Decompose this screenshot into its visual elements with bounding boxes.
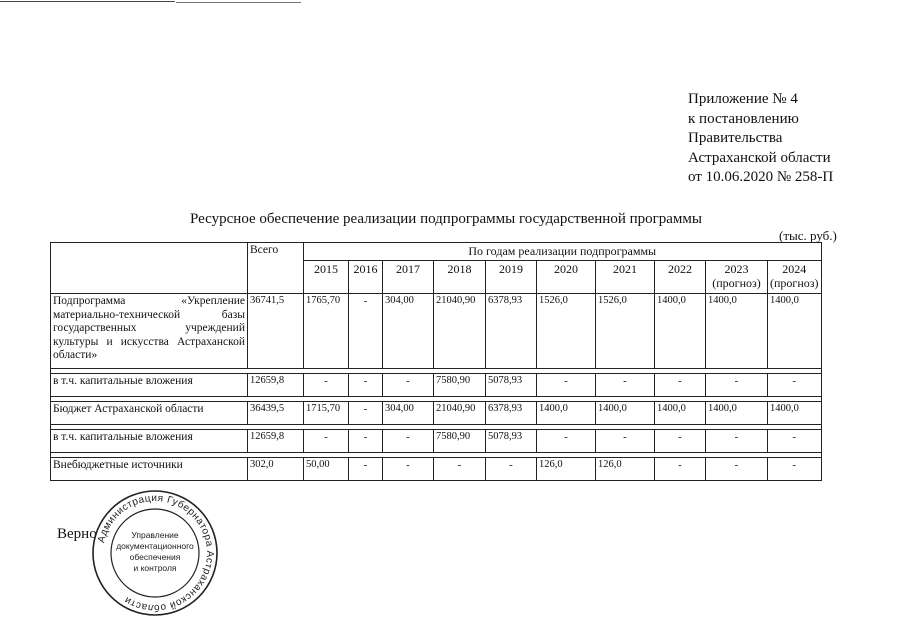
year-value-cell: - (596, 430, 655, 453)
year-value-cell: 1526,0 (596, 294, 655, 369)
year-value-cell: - (383, 374, 434, 397)
document-title: Ресурсное обеспечение реализации подпрограммы государственной программы (190, 211, 702, 227)
year-value-cell: 126,0 (596, 458, 655, 481)
year-header-cell: 2024 (прогноз) (768, 261, 822, 294)
year-value-cell: - (349, 374, 383, 397)
resource-table (50, 242, 822, 481)
year-value-cell: - (768, 458, 822, 481)
svg-text:и контроля: и контроля (133, 563, 177, 573)
year-value-cell: - (349, 430, 383, 453)
year-value-cell: - (655, 374, 706, 397)
year-value-cell: 21040,90 (434, 294, 486, 369)
appendix-line: от 10.06.2020 № 258-П (688, 169, 834, 185)
row-name-cell: в т.ч. капитальные вложения (51, 430, 248, 453)
year-value-cell: 1400,0 (768, 294, 822, 369)
appendix-block (688, 90, 833, 188)
header-years: По годам реализации подпрограммы (304, 243, 822, 261)
year-value-cell: - (706, 458, 768, 481)
year-value-cell: 1400,0 (596, 402, 655, 425)
appendix-line: Приложение № 4 (688, 91, 798, 107)
table-row (51, 458, 822, 481)
year-value-cell: 304,00 (383, 294, 434, 369)
header-total: Всего (248, 243, 304, 294)
year-value-cell: 1715,70 (304, 402, 349, 425)
year-value-cell: 1400,0 (655, 402, 706, 425)
table-row (51, 294, 822, 369)
year-value-cell: 5078,93 (486, 430, 537, 453)
year-value-cell: - (655, 458, 706, 481)
year-value-cell: 21040,90 (434, 402, 486, 425)
year-value-cell: - (349, 402, 383, 425)
row-total-cell: 36439,5 (248, 402, 304, 425)
year-value-cell: 304,00 (383, 402, 434, 425)
year-value-cell: 7580,90 (434, 374, 486, 397)
year-header-cell: 2018 (434, 261, 486, 294)
table-row (51, 402, 822, 425)
year-value-cell: - (706, 374, 768, 397)
year-value-cell: 1400,0 (537, 402, 596, 425)
year-value-cell: - (486, 458, 537, 481)
year-value-cell: - (706, 430, 768, 453)
year-value-cell: 1400,0 (768, 402, 822, 425)
year-header-cell: 2015 (304, 261, 349, 294)
year-value-cell: - (383, 458, 434, 481)
svg-text:обеспечения: обеспечения (129, 552, 181, 562)
row-name-cell: Подпрограмма «Укрепление материально-технической базы государственных учреждений культуры и искусства Астраханской области» (51, 294, 248, 369)
year-value-cell: - (655, 430, 706, 453)
year-value-cell: 6378,93 (486, 294, 537, 369)
year-value-cell: 1526,0 (537, 294, 596, 369)
row-name-cell: Внебюджетные источники (51, 458, 248, 481)
table-row (51, 374, 822, 397)
official-seal (90, 488, 220, 618)
year-value-cell: 1400,0 (655, 294, 706, 369)
year-value-cell: 1400,0 (706, 402, 768, 425)
scan-top-line (176, 2, 301, 3)
row-total-cell: 12659,8 (248, 430, 304, 453)
year-header-cell: 2020 (537, 261, 596, 294)
year-value-cell: - (768, 430, 822, 453)
year-header-cell: 2021 (596, 261, 655, 294)
year-value-cell: - (596, 374, 655, 397)
svg-text:Администрация Губернатора Астр: Администрация Губернатора Астраханской области (96, 492, 216, 614)
table-body (51, 294, 822, 481)
appendix-line: Правительства (688, 130, 783, 146)
year-header-cell: 2017 (383, 261, 434, 294)
year-header-cell: 2022 (655, 261, 706, 294)
year-value-cell: - (537, 374, 596, 397)
row-total-cell: 12659,8 (248, 374, 304, 397)
row-total-cell: 36741,5 (248, 294, 304, 369)
year-value-cell: - (383, 430, 434, 453)
appendix-line: к постановлению (688, 110, 799, 127)
year-value-cell: 6378,93 (486, 402, 537, 425)
svg-text:Управление: Управление (131, 530, 179, 540)
row-total-cell: 302,0 (248, 458, 304, 481)
year-header-cell: 2023 (прогноз) (706, 261, 768, 294)
year-value-cell: - (434, 458, 486, 481)
scan-top-line (0, 1, 175, 2)
year-value-cell: - (304, 374, 349, 397)
year-value-cell: - (304, 430, 349, 453)
year-value-cell: - (349, 294, 383, 369)
year-value-cell: 1765,70 (304, 294, 349, 369)
header-name-cell (51, 243, 248, 294)
svg-text:документационного: документационного (116, 541, 194, 551)
appendix-line: Астраханской области (688, 149, 831, 166)
row-name-cell: Бюджет Астраханской области (51, 402, 248, 425)
units-label: (тыс. руб.) (779, 228, 837, 243)
table-row (51, 430, 822, 453)
year-value-cell: - (537, 430, 596, 453)
year-header-cell: 2016 (349, 261, 383, 294)
year-value-cell: 1400,0 (706, 294, 768, 369)
verno-label: Верно (57, 526, 97, 542)
row-name-cell: в т.ч. капитальные вложения (51, 374, 248, 397)
year-header-cell: 2019 (486, 261, 537, 294)
year-value-cell: - (349, 458, 383, 481)
year-value-cell: 50,00 (304, 458, 349, 481)
year-value-cell: - (768, 374, 822, 397)
year-value-cell: 126,0 (537, 458, 596, 481)
year-value-cell: 5078,93 (486, 374, 537, 397)
year-value-cell: 7580,90 (434, 430, 486, 453)
